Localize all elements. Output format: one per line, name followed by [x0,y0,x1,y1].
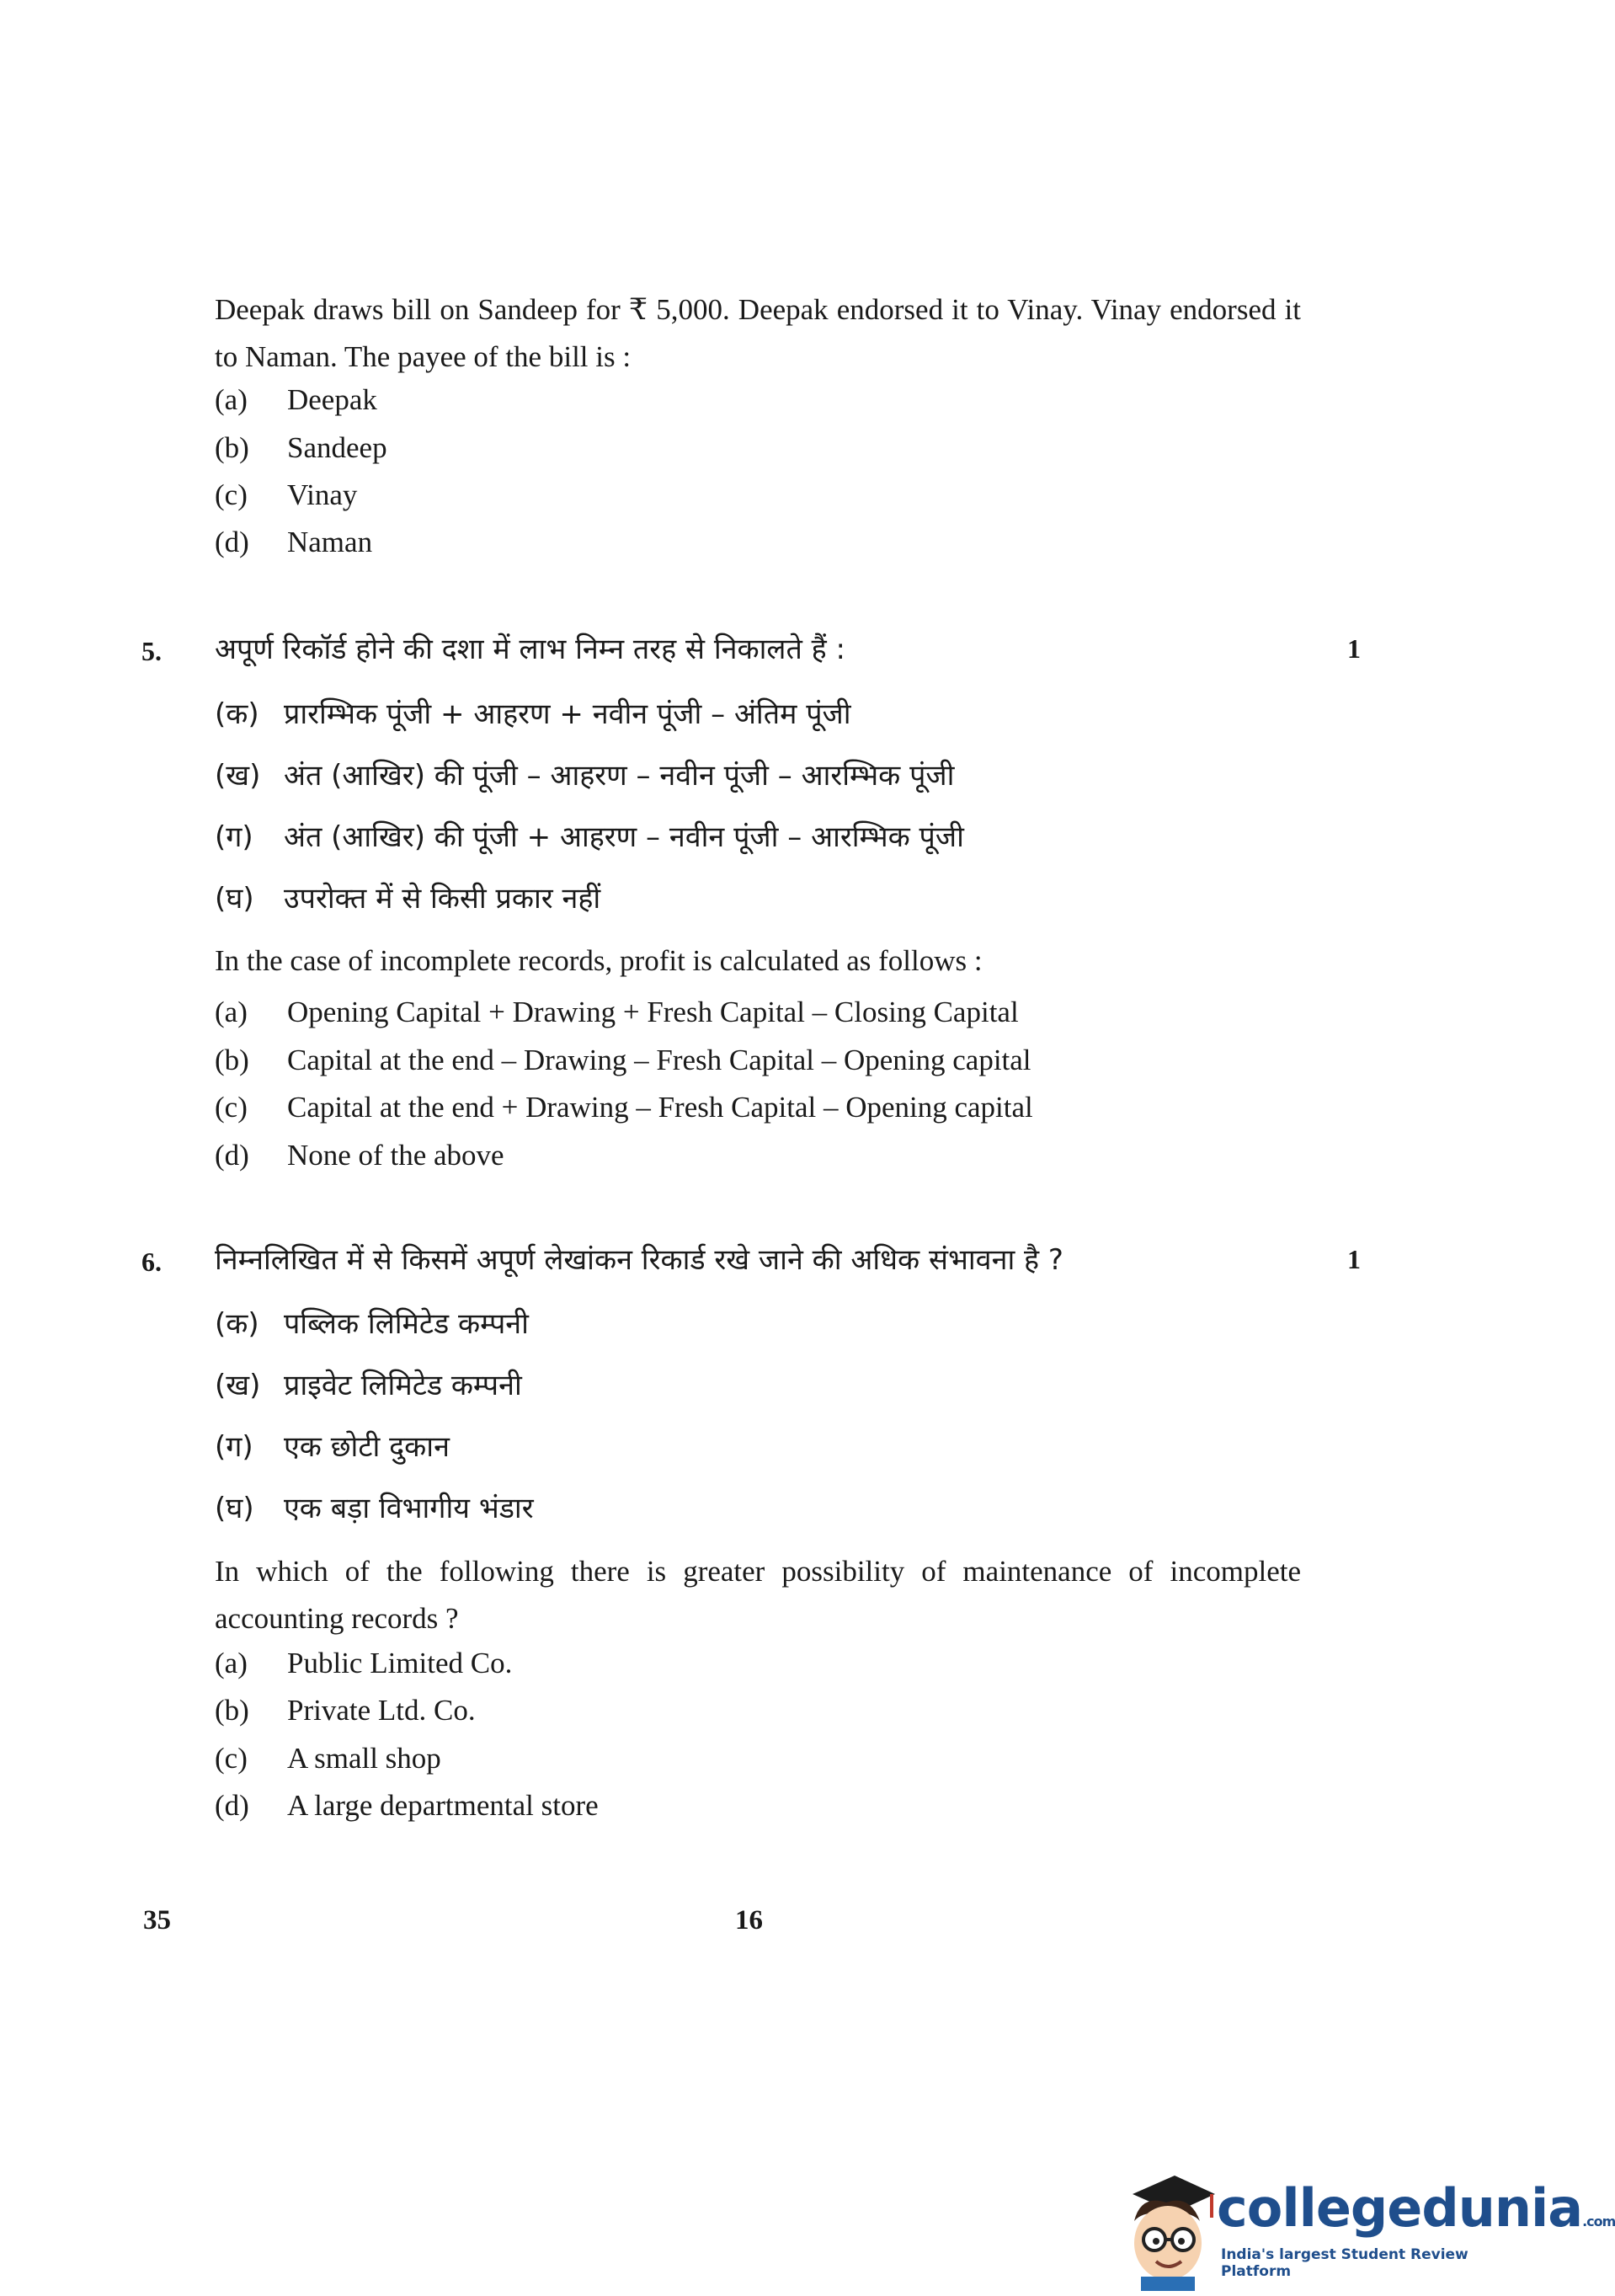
paper-code: 35 [143,1905,171,1936]
q5-hindi-option-ga: (ग) अंत (आखिर) की पूंजी + आहरण – नवीन पूंजी – आरम्भिक पूंजी [215,820,964,854]
q4-option-a: (a) Deepak [215,383,377,416]
q5-option-c: (c) Capital at the end + Drawing – Fresh Capital – Opening capital [215,1091,1033,1124]
q5-option-a: (a) Opening Capital + Drawing + Fresh Capital – Closing Capital [215,996,1019,1028]
q5-number: 5. [141,636,162,666]
q5-hindi-option-ka: (क) प्रारम्भिक पूंजी + आहरण + नवीन पूंजी – अंतिम पूंजी [215,697,851,731]
q6-option-b: (b) Private Ltd. Co. [215,1694,476,1727]
q4-question-text: Deepak draws bill on Sandeep for ₹ 5,000. Deepak endorsed it to Vinay. Vinay endorsed it to Naman. The payee of the bill is : [215,293,1301,373]
q6-hindi-text: निम्नलिखित में से किसमें अपूर्ण लेखांकन रिकार्ड रखे जाने की अधिक संभावना है ? [215,1243,1063,1277]
q5-hindi-option-kha: (ख) अंत (आखिर) की पूंजी – आहरण – नवीन पूंजी – आरम्भिक पूंजी [215,759,955,793]
collegedunia-watermark [1116,2169,1615,2291]
q5-hindi-option-gha: (घ) उपरोक्त में से किसी प्रकार नहीं [215,882,601,916]
q6-english-text: In which of the following there is greater possibility of maintenance of incomplete accounting records ? [215,1555,1301,1635]
q4-option-b: (b) Sandeep [215,431,387,464]
q4-option-c: (c) Vinay [215,478,358,511]
q6-number: 6. [141,1247,162,1277]
q5-marks: 1 [1347,633,1361,664]
page-number: 16 [735,1905,763,1936]
q5-option-b: (b) Capital at the end – Drawing – Fresh Capital – Opening capital [215,1044,1031,1076]
q6-option-c: (c) A small shop [215,1742,441,1775]
brand-tagline: India's largest Student Review Platform [1221,2246,1468,2280]
brand-name: collegedunia.com [1217,2177,1615,2239]
q6-marks: 1 [1347,1244,1361,1274]
q4-option-d: (d) Naman [215,526,373,558]
q6-hindi-option-gha: (घ) एक बड़ा विभागीय भंडार [215,1492,534,1525]
q6-hindi-option-kha: (ख) प्राइवेट लिमिटेड कम्पनी [215,1369,522,1402]
q6-hindi-option-ga: (ग) एक छोटी दुकान [215,1430,450,1464]
q5-option-d: (d) None of the above [215,1139,504,1172]
mascot-icon [1116,2169,1217,2291]
q6-option-a: (a) Public Limited Co. [215,1647,513,1679]
q6-hindi-option-ka: (क) पब्लिक लिमिटेड कम्पनी [215,1307,529,1341]
q6-option-d: (d) A large departmental store [215,1789,599,1822]
q5-english-text: In the case of incomplete records, profit is calculated as follows : [215,944,983,977]
q5-hindi-text: अपूर्ण रिकॉर्ड होने की दशा में लाभ निम्न तरह से निकालते हैं : [215,633,845,666]
